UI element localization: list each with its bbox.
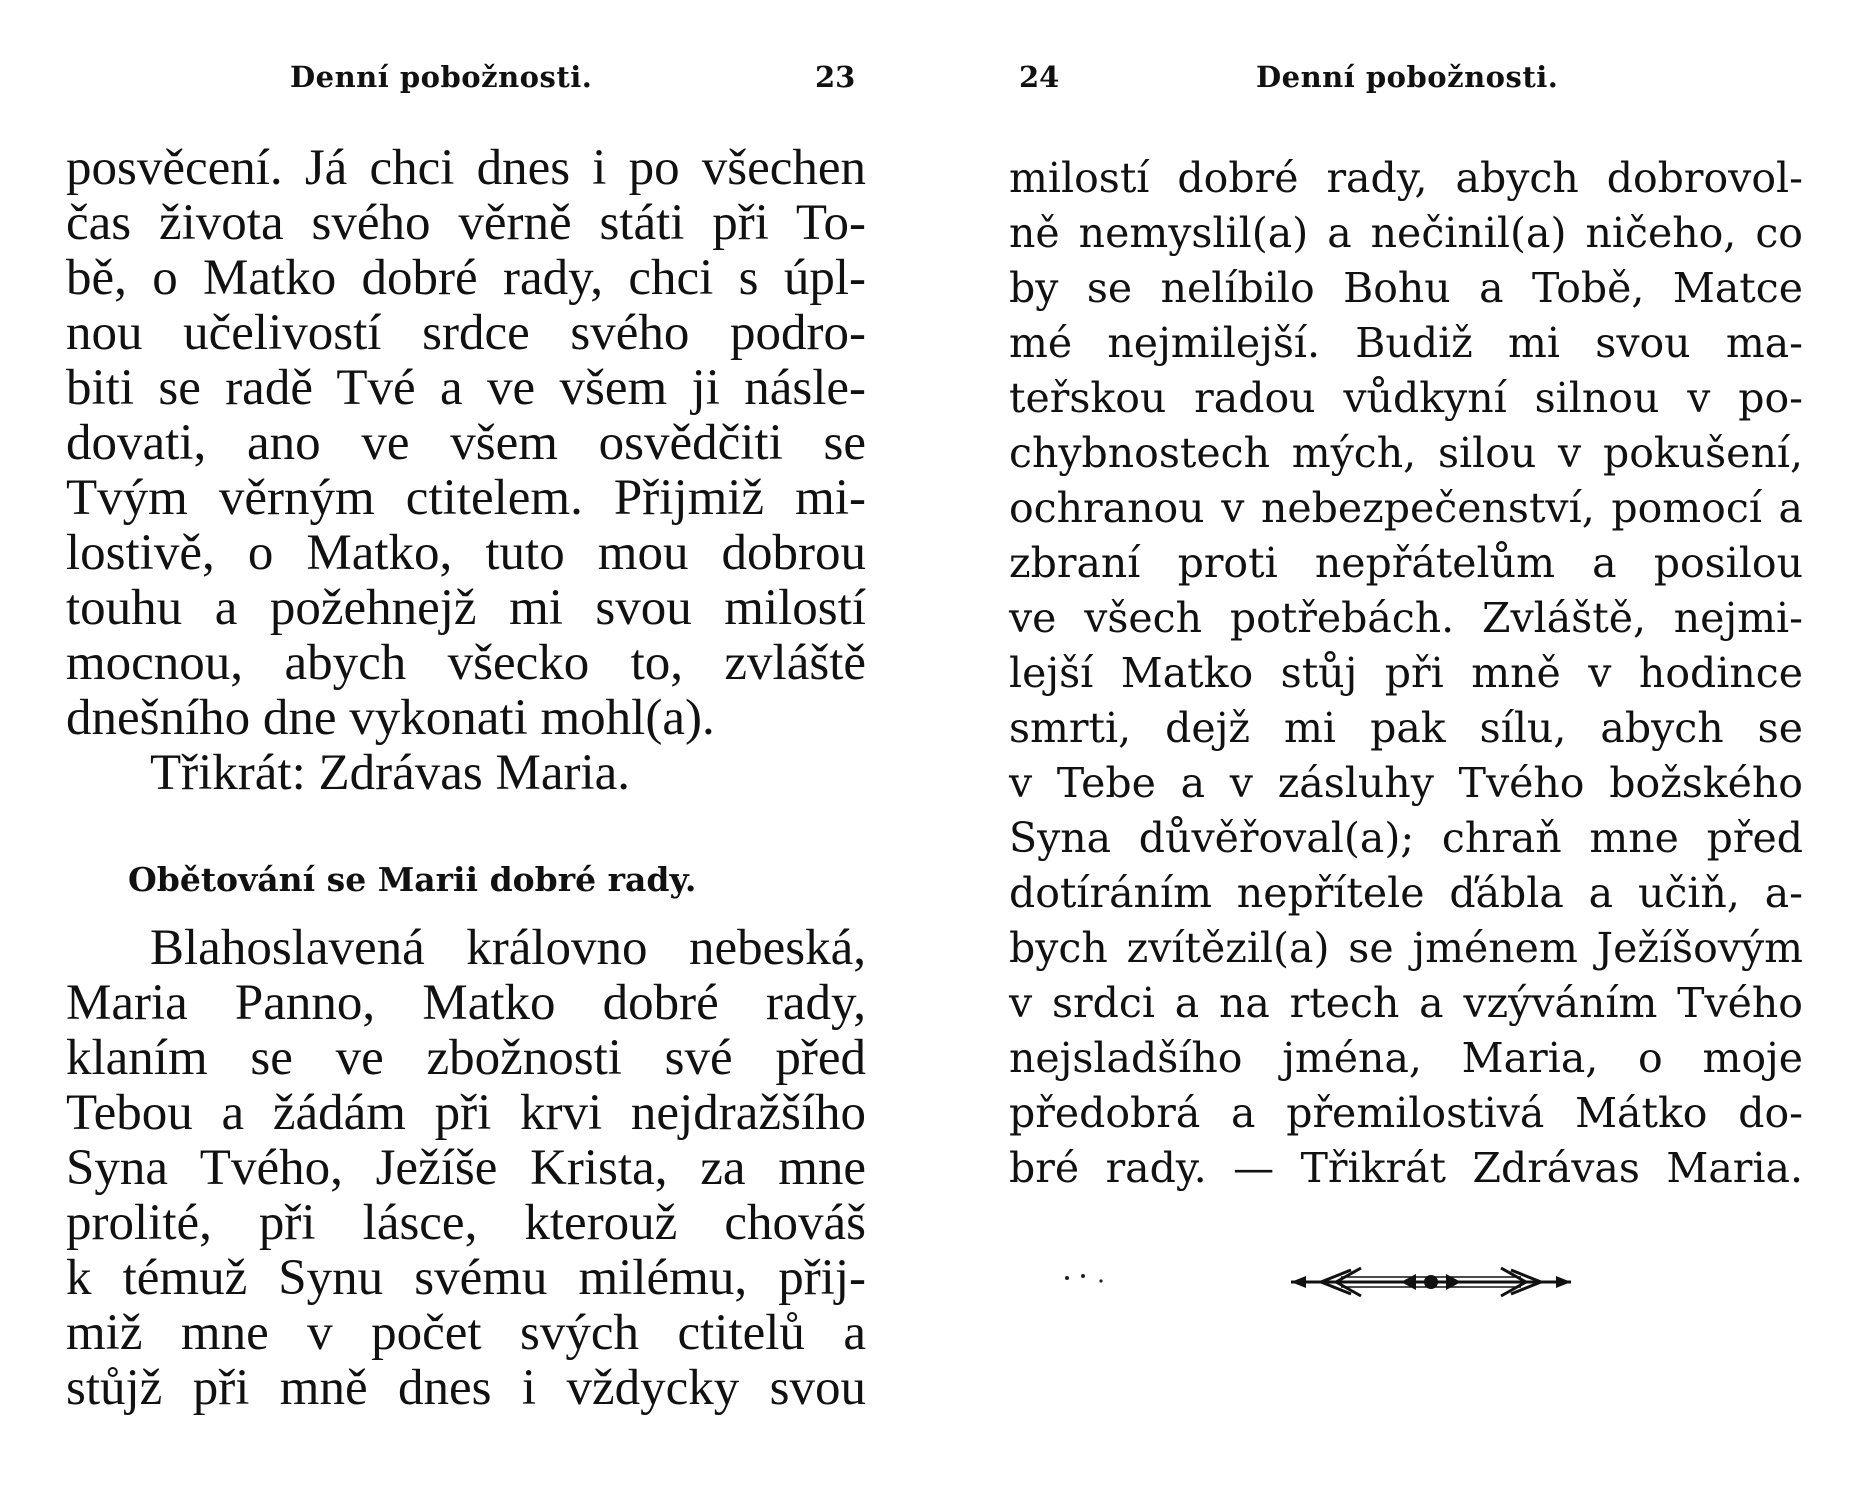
- ornamental-divider-icon: [1281, 1262, 1581, 1302]
- text-line: biti se radě Tvé a ve všem ji násle-: [66, 360, 866, 416]
- text-line: posvěcení. Já chci dnes i po všechen: [66, 140, 866, 196]
- text-line: by se nelíbilo Bohu a Tobě, Matce: [1009, 264, 1803, 312]
- text-line: Syna důvěřoval(a); chraň mne před: [1009, 814, 1803, 862]
- text-line: čas života svého věrně státi při To-: [66, 195, 866, 251]
- text-line: chybnostech mých, silou v pokušení,: [1009, 429, 1803, 477]
- text-line: Maria Panno, Matko dobré rady,: [66, 975, 866, 1031]
- text-line: smrti, dejž mi pak sílu, abych se: [1009, 704, 1803, 752]
- text-line: lostivě, o Matko, tuto mou dobrou: [66, 525, 866, 581]
- text-line: milostí dobré rady, abych dobrovol-: [1009, 154, 1803, 202]
- text-line: touhu a požehnejž mi svou milostí: [66, 580, 866, 636]
- text-line: nejsladšího jména, Maria, o moje: [1009, 1034, 1803, 1082]
- text-line: Syna Tvého, Ježíše Krista, za mne: [66, 1140, 866, 1196]
- text-line: lejší Matko stůj při mně v hodince: [1009, 649, 1803, 697]
- right-page-number: 24: [1019, 60, 1060, 94]
- text-line: teřskou radou vůdkyní silnou v po-: [1009, 374, 1803, 422]
- left-page-number: 23: [815, 60, 856, 94]
- text-line: prolité, při lásce, kterouž chováš: [66, 1195, 866, 1251]
- left-running-head: Denní pobožnosti.: [290, 60, 593, 94]
- text-line: nou učelivostí srdce svého podro-: [66, 305, 866, 361]
- text-line: Blahoslavená královno nebeská,: [150, 920, 866, 976]
- text-line: stůjž při mně dnes i vždycky svou: [66, 1360, 866, 1416]
- ink-specks: [1061, 1268, 1121, 1288]
- text-line: ve všech potřebách. Zvláště, nejmi-: [1009, 594, 1803, 642]
- text-line: dotíráním nepřítele ďábla a učiň, a-: [1009, 869, 1803, 917]
- text-line: mocnou, abych všecko to, zvláště: [66, 635, 866, 691]
- text-line: v srdci a na rtech a vzýváním Tvého: [1009, 979, 1803, 1027]
- text-line: k témuž Synu svému milému, přij-: [66, 1250, 866, 1306]
- text-line: Tvým věrným ctitelem. Přijmiž mi-: [66, 470, 866, 526]
- text-line: dnešního dne vykonati mohl(a).: [66, 690, 715, 746]
- prayer-line: Třikrát: Zdrávas Maria.: [150, 745, 631, 801]
- text-line: klaním se ve zbožnosti své před: [66, 1030, 866, 1086]
- section-heading: Obětování se Marii dobré rady.: [128, 860, 697, 899]
- text-line: předobrá a přemilostivá Mátko do-: [1009, 1089, 1803, 1137]
- text-line: dovati, ano ve všem osvědčiti se: [66, 415, 866, 471]
- text-line: bě, o Matko dobré rady, chci s úpl-: [66, 250, 866, 306]
- text-line: bré rady. — Třikrát Zdrávas Maria.: [1009, 1144, 1803, 1192]
- text-line: zbraní proti nepřátelům a posilou: [1009, 539, 1803, 587]
- right-running-head: Denní pobožnosti.: [1256, 60, 1559, 94]
- text-line: mé nejmilejší. Budiž mi svou ma-: [1009, 319, 1803, 367]
- text-line: miž mne v počet svých ctitelů a: [66, 1305, 866, 1361]
- text-line: ochranou v nebezpečenství, pomocí a: [1009, 484, 1803, 532]
- text-line: ně nemyslil(a) a nečinil(a) ničeho, co: [1009, 209, 1803, 257]
- text-line: Tebou a žádám při krvi nejdražšího: [66, 1085, 866, 1141]
- text-line: bych zvítězil(a) se jménem Ježíšovým: [1009, 924, 1803, 972]
- text-line: v Tebe a v zásluhy Tvého božského: [1009, 759, 1803, 807]
- right-page: [931, 0, 1862, 1500]
